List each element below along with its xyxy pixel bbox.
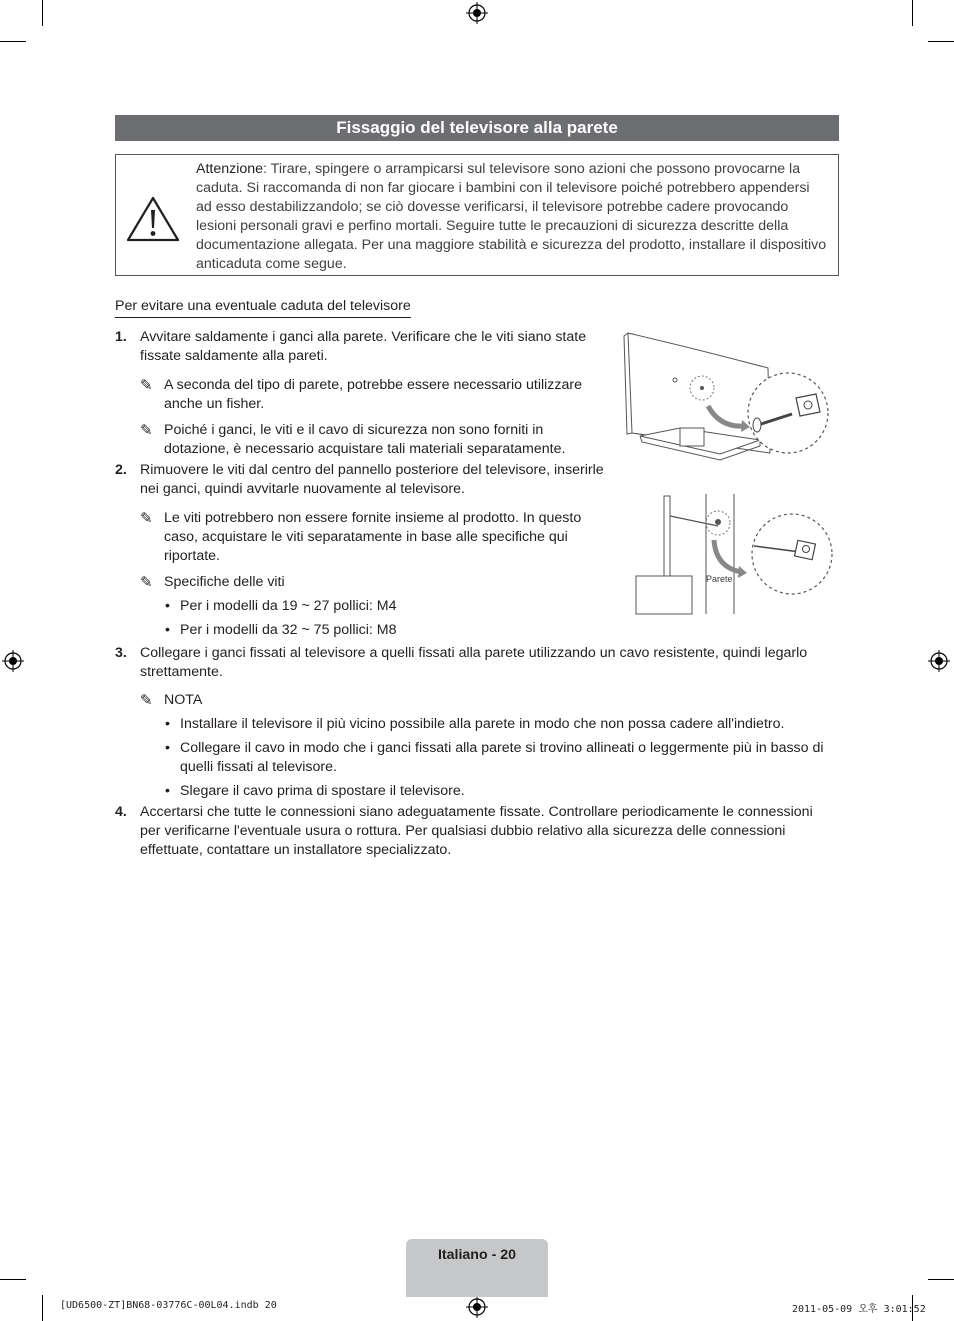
- registration-mark-icon: [928, 650, 950, 672]
- crop-mark: [42, 0, 43, 26]
- page-number-tab: [406, 1239, 548, 1297]
- bullet-text: Slegare il cavo prima di spostare il televisore.: [180, 783, 465, 799]
- step-number: 2.: [115, 462, 127, 478]
- step-number: 1.: [115, 329, 127, 345]
- pencil-note-icon: ✎: [140, 692, 153, 709]
- step-number: 3.: [115, 645, 127, 661]
- section-title: Fissaggio del televisore alla parete: [115, 115, 839, 141]
- bullet-mark: •: [165, 716, 170, 732]
- bullet-mark: •: [165, 783, 170, 799]
- print-slug-file: [UD6500-ZT]BN68-03776C-00L04.indb 20: [60, 1300, 277, 1311]
- bullet-text: Per i modelli da 19 ~ 27 pollici: M4: [180, 598, 397, 614]
- crop-mark: [928, 41, 954, 42]
- wall-side-illustration: [630, 492, 835, 616]
- bullet-text: Collegare il cavo in modo che i ganci fissati alla parete si trovino allineati o leggermente più in basso di quelli fissati al televisore.: [180, 740, 824, 776]
- warning-body: : Tirare, spingere o arrampicarsi sul televisore sono azioni che possono provocarne la caduta. Si raccomanda di non far giocare i bambini con il televisore poiché potrebbero appendersi ad esso destabilizzandolo; se ciò dovesse verificarsi, il televisore potrebbe cadere provocando lesioni personali gravi e perfino mortali. Seguire tutte le precauzioni di sicurezza descritte della documentazione allegata. Per una maggiore stabilità e sicurezza del prodotto, installare il dispositivo anticaduta come segue.: [196, 161, 827, 272]
- note-text: Le viti potrebbero non essere fornite insieme al prodotto. In questo caso, acquistare le viti separatamente in base alle specifiche qui riportate.: [164, 510, 582, 565]
- bullet-text: Per i modelli da 32 ~ 75 pollici: M8: [180, 622, 397, 638]
- note-text: A seconda del tipo di parete, potrebbe essere necessario utilizzare anche un fisher.: [164, 377, 582, 413]
- wall-label: Parete: [706, 574, 733, 584]
- note-label: NOTA: [164, 692, 203, 708]
- warning-triangle-icon: [125, 195, 181, 243]
- pencil-note-icon: ✎: [140, 422, 153, 439]
- bullet-mark: •: [165, 622, 170, 638]
- step-number: 4.: [115, 804, 127, 820]
- crop-mark: [928, 1279, 954, 1280]
- crop-mark: [912, 0, 913, 26]
- step-text: Avvitare saldamente i ganci alla parete. Verificare che le viti siano state fissate saldamente alla pareti.: [140, 329, 587, 365]
- subheading: Per evitare una eventuale caduta del televisore: [115, 297, 411, 318]
- crop-mark: [0, 1279, 26, 1280]
- note-text: Poiché i ganci, le viti e il cavo di sicurezza non sono forniti in dotazione, è necessario acquistare tali materiali separatamente.: [164, 422, 566, 458]
- page-number-label: Italiano - 20: [437, 1247, 517, 1263]
- warning-text: [196, 160, 828, 274]
- step-text: Collegare i ganci fissati al televisore a quelli fissati alla parete utilizzando un cavo resistente, quindi legarlo strettamente.: [140, 645, 808, 681]
- step-text: Accertarsi che tutte le connessioni siano adeguatamente fissate. Controllare periodicamente le connessioni per verificarne l'eventuale usura o rottura. Per qualsiasi dubbio relativo alla sicurezza delle connessioni effettuate, contattare un installatore specializzato.: [140, 804, 813, 859]
- step-text: Rimuovere le viti dal centro del pannello posteriore del televisore, inserirle nei ganci, quindi avvitarle nuovamente al televisore.: [140, 462, 604, 498]
- crop-mark: [42, 1295, 43, 1321]
- registration-mark-icon: [466, 2, 488, 24]
- tv-bracket-illustration: [620, 328, 835, 470]
- note-text: Specifiche delle viti: [164, 574, 285, 590]
- pencil-note-icon: ✎: [140, 574, 153, 591]
- registration-mark-icon: [466, 1296, 488, 1318]
- print-slug-date: 2011-05-09 오후 3:01:52: [792, 1304, 926, 1315]
- warning-label: Attenzione: [196, 161, 264, 177]
- bullet-mark: •: [165, 598, 170, 614]
- crop-mark: [0, 41, 26, 42]
- pencil-note-icon: ✎: [140, 510, 153, 527]
- warning-box: [115, 154, 839, 276]
- bullet-text: Installare il televisore il più vicino possibile alla parete in modo che non possa cadere all'indietro.: [180, 716, 785, 732]
- bullet-mark: •: [165, 740, 170, 756]
- pencil-note-icon: ✎: [140, 377, 153, 394]
- registration-mark-icon: [2, 650, 24, 672]
